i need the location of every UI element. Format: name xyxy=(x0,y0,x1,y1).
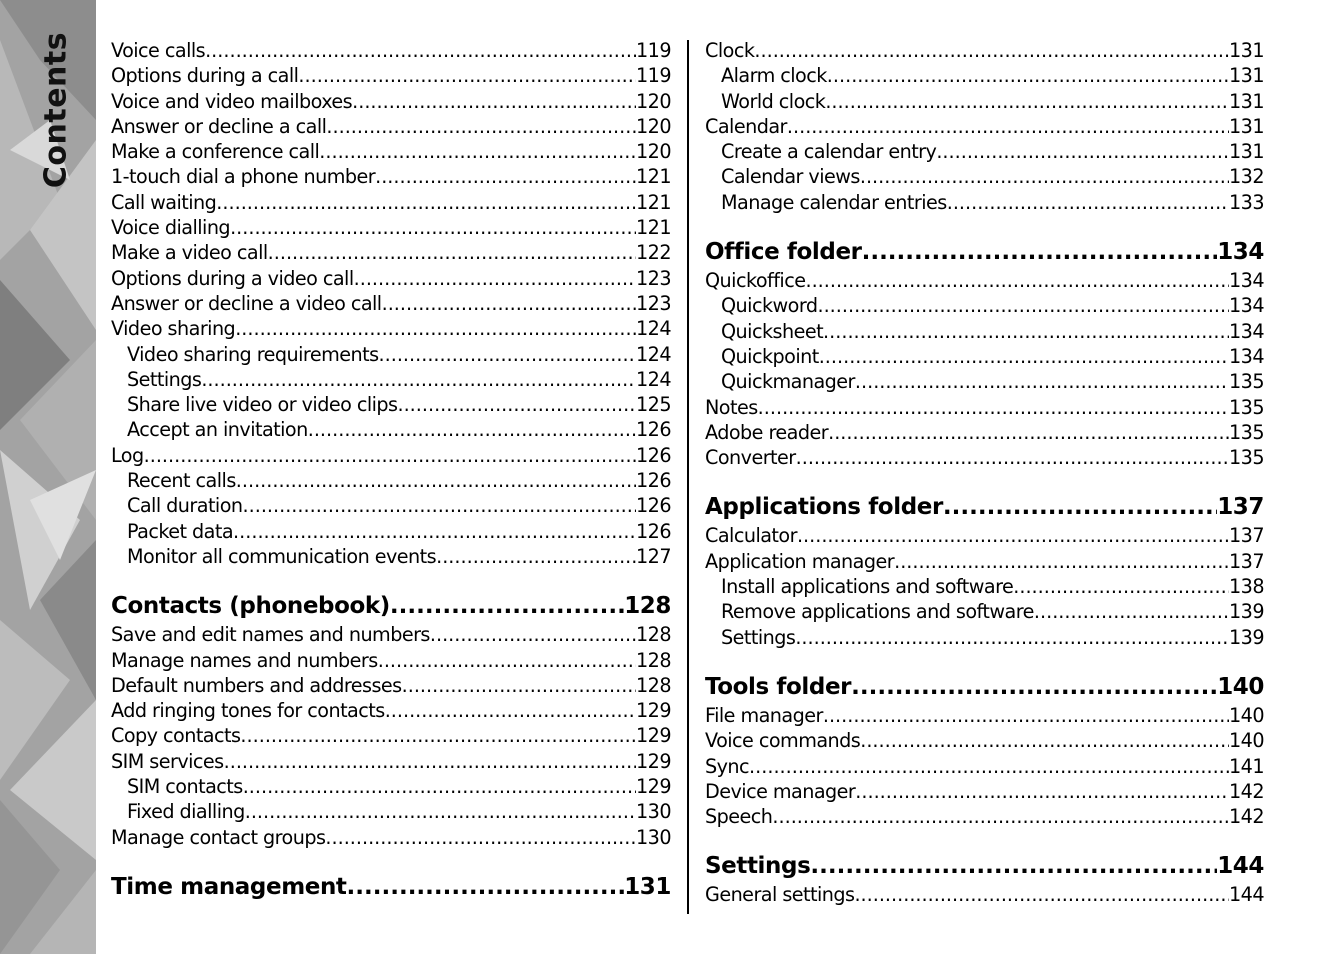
toc-section-heading[interactable] xyxy=(705,237,1264,268)
toc-page-number: 131 xyxy=(1229,64,1264,88)
toc-entry-title: Install applications and software xyxy=(721,575,1014,599)
toc-entry[interactable] xyxy=(111,215,671,240)
toc-entry[interactable] xyxy=(111,392,671,417)
toc-entry-title: Answer or decline a call xyxy=(111,114,327,138)
toc-entry-title: Voice dialling xyxy=(111,216,231,240)
toc-entry[interactable] xyxy=(705,804,1264,829)
toc-entry-title: Voice commands xyxy=(705,729,861,753)
toc-dot-leader xyxy=(233,519,636,544)
toc-section-heading[interactable] xyxy=(705,492,1264,523)
toc-dot-leader xyxy=(787,114,1229,139)
toc-dot-leader xyxy=(855,779,1229,804)
toc-page-number: 131 xyxy=(1229,140,1264,164)
toc-dot-leader xyxy=(268,240,636,265)
toc-entry-title: SIM services xyxy=(111,749,224,773)
toc-page-number: 120 xyxy=(636,140,671,164)
toc-dot-leader xyxy=(855,369,1229,394)
toc-dot-leader xyxy=(352,89,636,114)
toc-page-number: 142 xyxy=(1229,779,1264,803)
toc-page-number: 132 xyxy=(1229,165,1264,189)
toc-entry[interactable] xyxy=(111,749,671,774)
toc-dot-leader xyxy=(201,367,636,392)
toc-page-number: 140 xyxy=(1229,703,1264,727)
toc-page-number: 121 xyxy=(636,216,671,240)
toc-page-number: 137 xyxy=(1217,494,1264,521)
toc-entry-title: Monitor all communication events xyxy=(127,544,437,568)
toc-dot-leader xyxy=(245,799,636,824)
toc-page-number: 120 xyxy=(636,114,671,138)
toc-entry[interactable] xyxy=(111,673,671,698)
toc-page-number: 134 xyxy=(1229,319,1264,343)
toc-entry-title: Packet data xyxy=(127,519,234,543)
toc-dot-leader xyxy=(827,63,1229,88)
toc-dot-leader xyxy=(397,392,636,417)
toc-page-number: 127 xyxy=(636,544,671,568)
toc-dot-leader xyxy=(862,237,1218,268)
toc-entry-title: Video sharing requirements xyxy=(127,342,379,366)
toc-entry-title: Quickoffice xyxy=(705,269,806,293)
toc-dot-leader xyxy=(375,164,636,189)
toc-dot-leader xyxy=(817,293,1229,318)
toc-page-number: 126 xyxy=(636,494,671,518)
toc-dot-leader xyxy=(236,468,636,493)
toc-entry[interactable] xyxy=(111,799,671,824)
toc-entry[interactable] xyxy=(111,468,671,493)
toc-dot-leader xyxy=(235,316,636,341)
toc-dot-leader xyxy=(230,215,636,240)
toc-page-number: 131 xyxy=(1229,39,1264,62)
toc-right-column xyxy=(705,38,1264,908)
toc-dot-leader xyxy=(943,492,1217,523)
toc-entry[interactable] xyxy=(705,369,1264,394)
toc-entry-title: Video sharing xyxy=(111,317,236,341)
toc-dot-leader xyxy=(894,549,1229,574)
toc-entry-title: Settings xyxy=(705,853,811,880)
toc-section-heading[interactable] xyxy=(705,672,1264,703)
toc-entry-title: SIM contacts xyxy=(127,775,243,799)
toc-dot-leader xyxy=(1013,574,1229,599)
toc-entry-title: Notes xyxy=(705,395,758,419)
toc-entry[interactable] xyxy=(705,549,1264,574)
toc-entry[interactable] xyxy=(111,139,671,164)
toc-dot-leader xyxy=(754,38,1229,63)
toc-dot-leader xyxy=(860,728,1229,753)
toc-dot-leader xyxy=(854,882,1229,907)
toc-dot-leader xyxy=(749,754,1229,779)
toc-page-number: 124 xyxy=(636,342,671,366)
toc-dot-leader xyxy=(758,395,1229,420)
toc-entry-title: Share live video or video clips xyxy=(127,393,398,417)
toc-entry[interactable] xyxy=(111,38,671,63)
toc-dot-leader xyxy=(385,698,636,723)
toc-page-number: 144 xyxy=(1217,853,1264,880)
toc-entry-title: Make a video call xyxy=(111,241,268,265)
toc-page-number: 124 xyxy=(636,367,671,391)
toc-entry-title: Recent calls xyxy=(127,469,236,493)
toc-entry-title: Make a conference call xyxy=(111,140,320,164)
toc-entry-title: General settings xyxy=(705,883,855,907)
toc-dot-leader xyxy=(936,139,1229,164)
contents-side-title: Contents xyxy=(38,31,74,189)
toc-entry-title: Accept an invitation xyxy=(127,418,308,442)
toc-dot-leader xyxy=(796,445,1229,470)
toc-entry-title: Default numbers and addresses xyxy=(111,673,402,697)
toc-entry[interactable] xyxy=(111,825,671,850)
toc-dot-leader xyxy=(347,872,625,903)
toc-entry[interactable] xyxy=(111,648,671,673)
toc-dot-leader xyxy=(240,723,636,748)
toc-entry-title: Add ringing tones for contacts xyxy=(111,699,385,723)
toc-dot-leader xyxy=(326,114,636,139)
toc-dot-leader xyxy=(243,774,636,799)
toc-entry[interactable] xyxy=(111,493,671,518)
toc-page-number: 119 xyxy=(636,39,671,62)
toc-entry[interactable] xyxy=(111,190,671,215)
toc-dot-leader xyxy=(144,443,636,468)
toc-entry-title: Manage names and numbers xyxy=(111,648,378,672)
toc-entry[interactable] xyxy=(705,703,1264,728)
toc-left-column xyxy=(111,38,671,903)
toc-entry[interactable] xyxy=(111,89,671,114)
toc-entry-title: Create a calendar entry xyxy=(721,140,937,164)
toc-page-number: 134 xyxy=(1229,269,1264,293)
toc-dot-leader xyxy=(772,804,1229,829)
toc-entry[interactable] xyxy=(705,139,1264,164)
toc-page-number: 129 xyxy=(636,724,671,748)
toc-entry-title: Answer or decline a video call xyxy=(111,291,382,315)
toc-entry-title: Options during a video call xyxy=(111,266,354,290)
toc-page-number: 130 xyxy=(636,800,671,824)
toc-dot-leader xyxy=(205,38,636,63)
toc-page-number: 128 xyxy=(636,648,671,672)
toc-section-heading[interactable] xyxy=(705,851,1264,882)
toc-entry[interactable] xyxy=(705,395,1264,420)
toc-page-number: 138 xyxy=(1229,575,1264,599)
toc-dot-leader xyxy=(216,190,636,215)
toc-entry[interactable] xyxy=(705,89,1264,114)
toc-page-number: 134 xyxy=(1229,294,1264,318)
toc-page-number: 126 xyxy=(636,519,671,543)
toc-dot-leader xyxy=(378,648,636,673)
toc-page-number: 135 xyxy=(1229,446,1264,470)
toc-page-number: 119 xyxy=(636,64,671,88)
toc-entry[interactable] xyxy=(111,723,671,748)
toc-page-number: 141 xyxy=(1229,754,1264,778)
toc-page-number: 125 xyxy=(636,393,671,417)
toc-dot-leader xyxy=(828,420,1229,445)
toc-entry[interactable] xyxy=(111,342,671,367)
toc-entry[interactable] xyxy=(705,420,1264,445)
toc-dot-leader xyxy=(325,825,636,850)
toc-page-number: 130 xyxy=(636,825,671,849)
toc-page-number: 126 xyxy=(636,443,671,467)
toc-dot-leader xyxy=(298,63,636,88)
toc-entry-title: Office folder xyxy=(705,239,862,266)
toc-dot-leader xyxy=(795,625,1229,650)
toc-page-number: 121 xyxy=(636,165,671,189)
toc-page-number: 128 xyxy=(636,673,671,697)
toc-entry[interactable] xyxy=(111,519,671,544)
toc-page-number: 135 xyxy=(1229,370,1264,394)
toc-entry[interactable] xyxy=(111,63,671,88)
toc-page-number: 121 xyxy=(636,190,671,214)
toc-entry[interactable] xyxy=(705,754,1264,779)
toc-page-number: 129 xyxy=(636,749,671,773)
toc-entry[interactable] xyxy=(705,445,1264,470)
decorative-side-band xyxy=(0,0,96,954)
toc-entry-title: Settings xyxy=(127,367,202,391)
toc-entry-title: World clock xyxy=(721,89,826,113)
toc-dot-leader xyxy=(851,672,1217,703)
toc-page-number: 140 xyxy=(1217,673,1264,700)
toc-entry-title: Alarm clock xyxy=(721,64,827,88)
toc-dot-leader xyxy=(379,342,636,367)
toc-entry-title: Contacts (phonebook) xyxy=(111,593,390,620)
toc-entry-title: Clock xyxy=(705,39,755,62)
toc-page-number: 137 xyxy=(1229,549,1264,573)
toc-entry[interactable] xyxy=(111,698,671,723)
toc-entry[interactable] xyxy=(111,266,671,291)
toc-section-heading[interactable] xyxy=(111,872,671,903)
toc-entry-title: Calendar xyxy=(705,114,787,138)
toc-entry[interactable] xyxy=(111,240,671,265)
toc-dot-leader xyxy=(308,417,636,442)
toc-entry[interactable] xyxy=(705,38,1264,63)
toc-page-number: 123 xyxy=(636,291,671,315)
toc-entry-title: Adobe reader xyxy=(705,420,829,444)
toc-entry[interactable] xyxy=(705,523,1264,548)
toc-entry-title: Remove applications and software xyxy=(721,600,1034,624)
toc-entry[interactable] xyxy=(705,882,1264,907)
toc-entry[interactable] xyxy=(705,728,1264,753)
toc-entry[interactable] xyxy=(111,443,671,468)
toc-page-number: 120 xyxy=(636,89,671,113)
toc-page-number: 139 xyxy=(1229,625,1264,649)
toc-entry-title: Voice and video mailboxes xyxy=(111,89,353,113)
toc-entry-title: Manage contact groups xyxy=(111,825,326,849)
toc-dot-leader xyxy=(382,291,636,316)
toc-entry[interactable] xyxy=(111,622,671,647)
toc-entry[interactable] xyxy=(111,367,671,392)
toc-entry[interactable] xyxy=(705,190,1264,215)
toc-entry-title: Fixed dialling xyxy=(127,800,245,824)
toc-entry[interactable] xyxy=(705,599,1264,624)
toc-dot-leader xyxy=(805,268,1229,293)
toc-page-number: 140 xyxy=(1229,729,1264,753)
toc-dot-leader xyxy=(402,673,636,698)
toc-entry-title: Call duration xyxy=(127,494,243,518)
toc-entry-title: Quickword xyxy=(721,294,818,318)
toc-entry-title: Quicksheet xyxy=(721,319,824,343)
toc-entry-title: Application manager xyxy=(705,549,895,573)
toc-dot-leader xyxy=(810,851,1217,882)
toc-entry[interactable] xyxy=(111,316,671,341)
toc-page-number: 139 xyxy=(1229,600,1264,624)
toc-dot-leader xyxy=(390,591,624,622)
toc-dot-leader xyxy=(819,344,1229,369)
toc-entry-title: Calculator xyxy=(705,524,797,548)
toc-entry[interactable] xyxy=(111,544,671,569)
toc-entry[interactable] xyxy=(705,319,1264,344)
toc-entry-title: File manager xyxy=(705,703,823,727)
toc-dot-leader xyxy=(243,493,637,518)
toc-dot-leader xyxy=(860,164,1229,189)
toc-page-number: 123 xyxy=(636,266,671,290)
toc-page-number: 135 xyxy=(1229,420,1264,444)
toc-entry[interactable] xyxy=(705,268,1264,293)
toc-entry[interactable] xyxy=(705,63,1264,88)
toc-page-number: 137 xyxy=(1229,524,1264,548)
toc-dot-leader xyxy=(825,89,1229,114)
toc-entry-title: Log xyxy=(111,443,144,467)
toc-page-number: 129 xyxy=(636,775,671,799)
toc-dot-leader xyxy=(823,319,1229,344)
toc-section-heading[interactable] xyxy=(111,591,671,622)
toc-entry-title: Time management xyxy=(111,873,347,900)
toc-entry-title: Call waiting xyxy=(111,190,217,214)
toc-dot-leader xyxy=(319,139,636,164)
toc-entry[interactable] xyxy=(705,625,1264,650)
toc-entry[interactable] xyxy=(111,291,671,316)
toc-dot-leader xyxy=(224,749,636,774)
toc-dot-leader xyxy=(354,266,636,291)
toc-page-number: 144 xyxy=(1229,883,1264,907)
toc-page-number: 131 xyxy=(624,873,671,900)
toc-entry-title: Manage calendar entries xyxy=(721,190,947,214)
toc-entry-title: Calendar views xyxy=(721,165,860,189)
toc-dot-leader xyxy=(1034,599,1229,624)
toc-page-number: 128 xyxy=(636,623,671,647)
toc-page-number: 122 xyxy=(636,241,671,265)
toc-entry[interactable] xyxy=(111,164,671,189)
toc-page-number: 134 xyxy=(1229,344,1264,368)
toc-page-number: 135 xyxy=(1229,395,1264,419)
toc-entry-title: Applications folder xyxy=(705,494,943,521)
column-divider xyxy=(687,40,689,914)
toc-dot-leader xyxy=(947,190,1229,215)
toc-page-number: 131 xyxy=(1229,89,1264,113)
toc-entry[interactable] xyxy=(705,574,1264,599)
toc-entry[interactable] xyxy=(705,293,1264,318)
toc-entry-title: Save and edit names and numbers xyxy=(111,623,430,647)
toc-entry-title: Quickpoint xyxy=(721,344,819,368)
toc-entry[interactable] xyxy=(705,779,1264,804)
toc-page-number: 142 xyxy=(1229,805,1264,829)
toc-entry[interactable] xyxy=(111,114,671,139)
toc-page-number: 131 xyxy=(1229,114,1264,138)
toc-entry[interactable] xyxy=(111,417,671,442)
toc-entry-title: Settings xyxy=(721,625,796,649)
toc-entry[interactable] xyxy=(705,114,1264,139)
toc-dot-leader xyxy=(436,544,636,569)
toc-entry-title: Converter xyxy=(705,446,796,470)
toc-entry[interactable] xyxy=(705,344,1264,369)
toc-page-number: 126 xyxy=(636,469,671,493)
toc-page-number: 126 xyxy=(636,418,671,442)
toc-entry-title: 1-touch dial a phone number xyxy=(111,165,376,189)
toc-dot-leader xyxy=(430,622,636,647)
toc-entry[interactable] xyxy=(705,164,1264,189)
toc-entry-title: Options during a call xyxy=(111,64,299,88)
toc-entry-title: Voice calls xyxy=(111,39,206,62)
toc-page-number: 129 xyxy=(636,699,671,723)
toc-entry[interactable] xyxy=(111,774,671,799)
toc-entry-title: Sync xyxy=(705,754,750,778)
toc-page-number: 128 xyxy=(624,593,671,620)
toc-page-number: 133 xyxy=(1229,190,1264,214)
toc-dot-leader xyxy=(797,523,1229,548)
toc-entry-title: Speech xyxy=(705,805,773,829)
toc-entry-title: Copy contacts xyxy=(111,724,241,748)
toc-page-number: 124 xyxy=(636,317,671,341)
toc-entry-title: Device manager xyxy=(705,779,856,803)
toc-entry-title: Tools folder xyxy=(705,673,852,700)
toc-dot-leader xyxy=(823,703,1229,728)
toc-entry-title: Quickmanager xyxy=(721,370,855,394)
toc-page-number: 134 xyxy=(1217,239,1264,266)
